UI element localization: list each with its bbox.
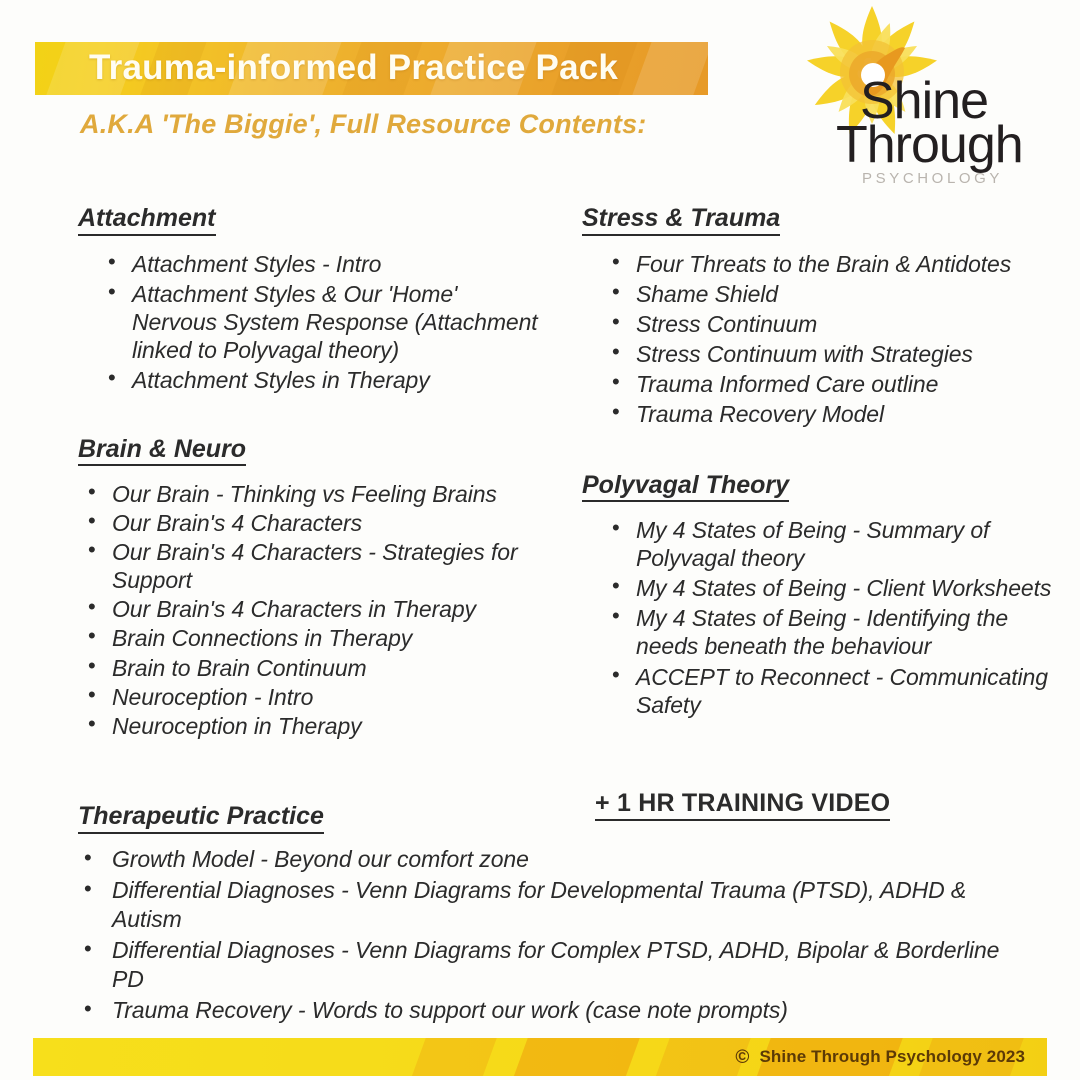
polyvagal-list: [582, 516, 1052, 718]
page-subtitle: A.K.A 'The Biggie', Full Resource Contents:: [80, 109, 647, 139]
list-item: • My 4 States of Being - Client Worksheets: [612, 574, 1052, 602]
list-item: • Our Brain - Thinking vs Feeling Brains: [88, 480, 548, 508]
title-banner: [35, 42, 708, 95]
section-heading-polyvagal: Polyvagal Theory: [582, 472, 789, 503]
list-item: • Differential Diagnoses - Venn Diagrams for Developmental Trauma (PTSD), ADHD & Autism: [84, 876, 1008, 933]
copyright: [735, 1047, 1025, 1067]
list-item: • My 4 States of Being - Identifying the needs beneath the behaviour: [612, 604, 1052, 660]
footer-bar: [33, 1038, 1047, 1076]
list-item: • Shame Shield: [612, 280, 1052, 308]
list-item: • Brain Connections in Therapy: [88, 624, 548, 652]
list-item: • Stress Continuum: [612, 310, 1052, 338]
page-title: Trauma-informed Practice Pack: [89, 47, 619, 87]
list-item: • Growth Model - Beyond our comfort zone: [84, 845, 1008, 874]
section-heading-brain-neuro: Brain & Neuro: [78, 436, 246, 467]
list-item: • Stress Continuum with Strategies: [612, 340, 1052, 368]
svg-text:Through: Through: [836, 116, 1023, 174]
section-therapeutic-practice: [78, 803, 1008, 1028]
left-column: [78, 205, 548, 741]
section-attachment: [78, 205, 548, 394]
list-item: • Neuroception in Therapy: [88, 712, 548, 740]
section-polyvagal: [582, 472, 1052, 719]
banner-facet: [624, 42, 708, 95]
list-item: • Trauma Recovery - Words to support our work (case note prompts): [84, 996, 1008, 1025]
training-video-callout: + 1 HR TRAINING VIDEO: [595, 789, 890, 821]
list-item: • Attachment Styles in Therapy: [108, 366, 548, 394]
section-heading-attachment: Attachment: [78, 205, 216, 236]
shine-through-logo: [800, 0, 1050, 200]
footer-facet: [508, 1038, 643, 1076]
copyright-icon: ©: [735, 1046, 750, 1068]
list-item: • Trauma Informed Care outline: [612, 370, 1052, 398]
list-item: • ACCEPT to Reconnect - Communicating Safety: [612, 663, 1052, 719]
svg-text:PSYCHOLOGY: PSYCHOLOGY: [862, 170, 1004, 187]
list-item: • Attachment Styles - Intro: [108, 250, 548, 278]
list-item: • Our Brain's 4 Characters: [88, 509, 548, 537]
logo-wordmark: [836, 72, 1023, 187]
list-item: • Our Brain's 4 Characters - Strategies for Support: [88, 538, 548, 594]
section-heading-stress-trauma: Stress & Trauma: [582, 205, 780, 236]
section-heading-therapeutic-practice: Therapeutic Practice: [78, 803, 324, 834]
list-item: • Differential Diagnoses - Venn Diagrams for Complex PTSD, ADHD, Bipolar & Borderline PD: [84, 936, 1008, 993]
attachment-list: [78, 250, 548, 394]
list-item: • Attachment Styles & Our 'Home' Nervous System Response (Attachment linked to Polyvagal theory): [108, 280, 548, 364]
svg-text:Shine: Shine: [860, 72, 988, 130]
list-item: • Our Brain's 4 Characters in Therapy: [88, 595, 548, 623]
brain-neuro-list: [78, 480, 548, 739]
list-item: • Four Threats to the Brain & Antidotes: [612, 250, 1052, 278]
right-column: [582, 205, 1052, 721]
list-item: • Neuroception - Intro: [88, 683, 548, 711]
section-brain-neuro: [78, 436, 548, 740]
therapeutic-practice-list: [78, 845, 1008, 1025]
footer-facet: [407, 1038, 501, 1076]
list-item: • Trauma Recovery Model: [612, 400, 1052, 428]
copyright-text: Shine Through Psychology 2023: [759, 1047, 1025, 1066]
section-stress-trauma: [582, 205, 1052, 428]
list-item: • My 4 States of Being - Summary of Polyvagal theory: [612, 516, 1052, 572]
list-item: • Brain to Brain Continuum: [88, 654, 548, 682]
stress-trauma-list: [582, 250, 1052, 428]
